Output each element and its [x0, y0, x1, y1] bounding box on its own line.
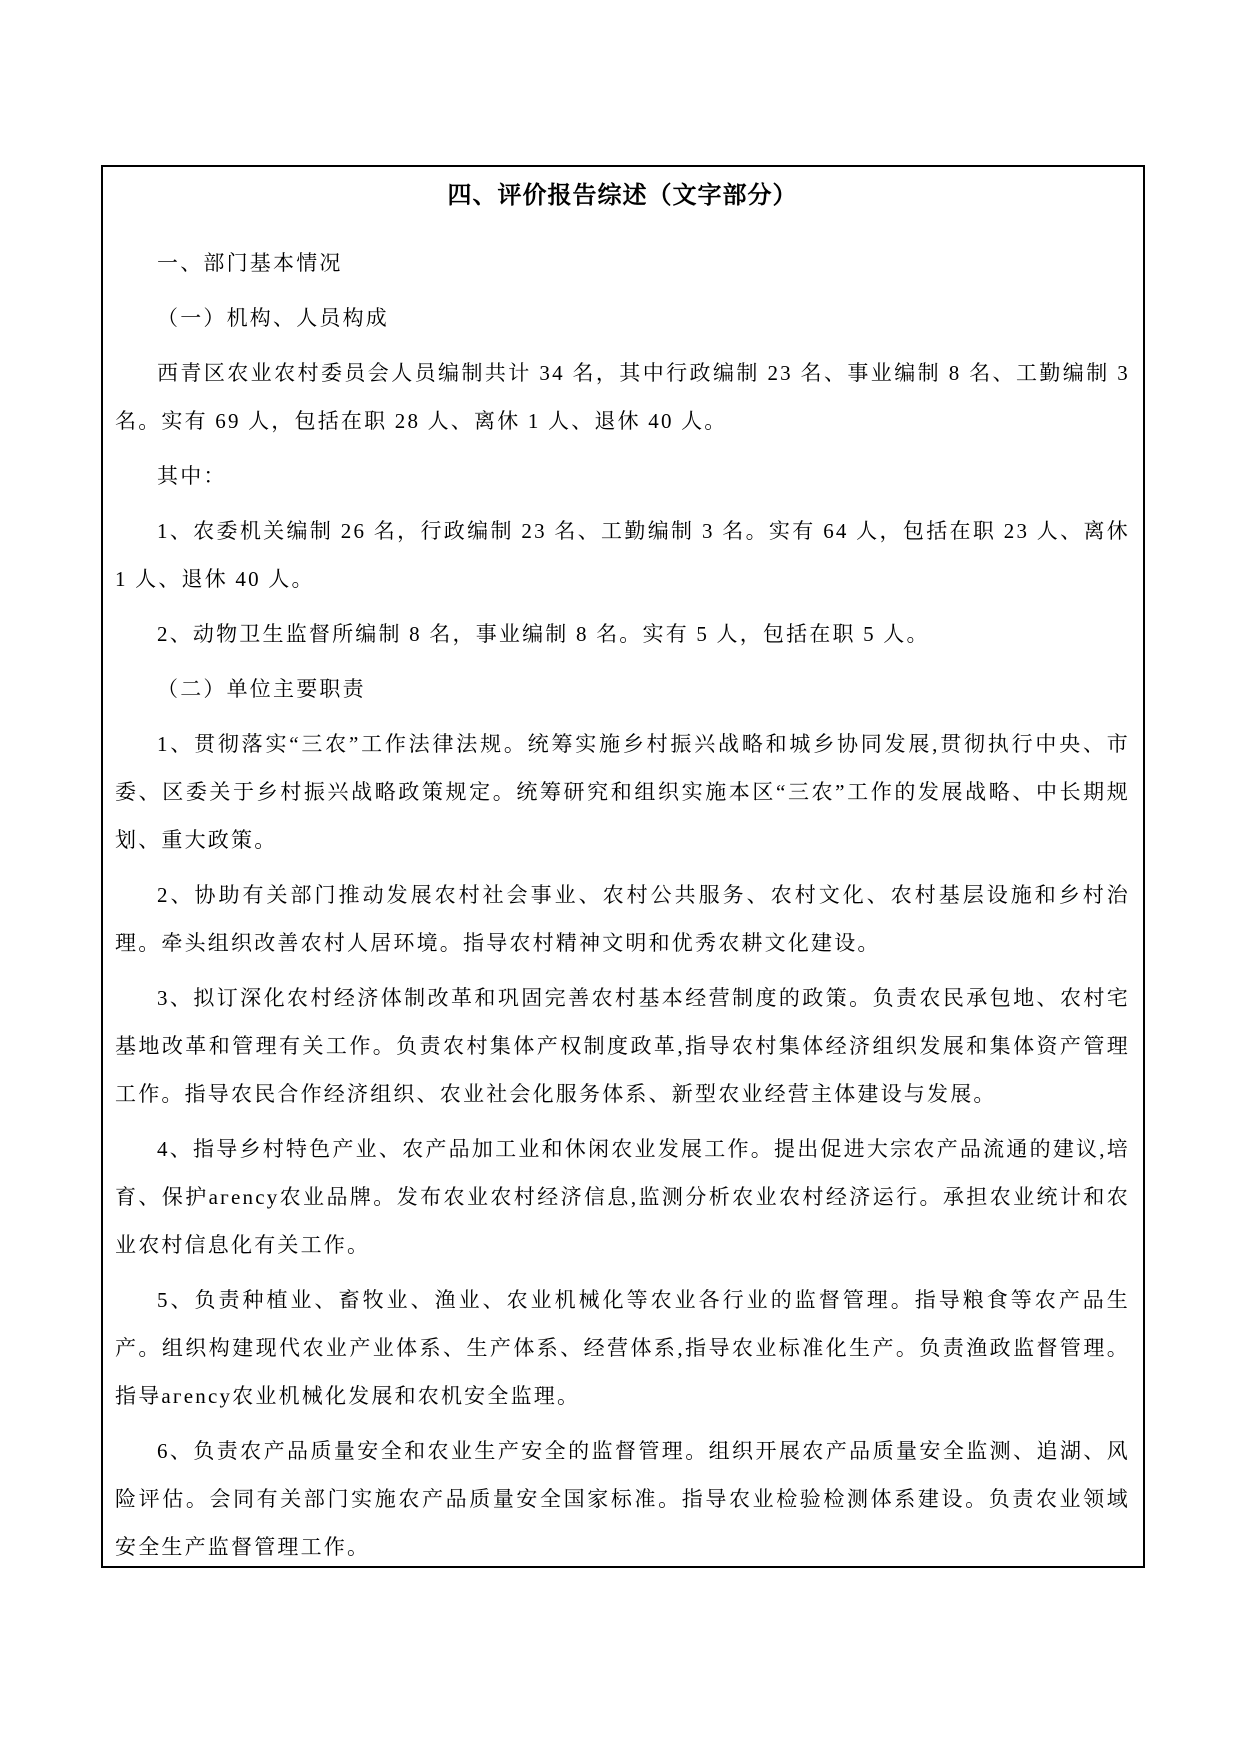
paragraph-animal-health-staffing: 2、动物卫生监督所编制 8 名，事业编制 8 名。实有 5 人，包括在职 5 人。	[157, 622, 930, 646]
paragraph-duty-3: 3、拟订深化农村经济体制改革和巩固完善农村基本经营制度的政策。负责农民承包地、农村宅基地改革和管理有关工作。负责农村集体产权制度政革,指导农村集体经济组织发展和集体资产管理工作。指导农民合作经济组织、农业社会化服务体系、新型农业经营主体建设与发展。	[115, 986, 1130, 1106]
paragraph-duty-4: 4、指导乡村特色产业、农产品加工业和休闲农业发展工作。提出促进大宗农产品流通的建议,培育、保护агency农业品牌。发布农业农村经济信息,监测分析农业农村经济运行。承担农业统计和农业农村信息化有关工作。	[115, 1137, 1130, 1257]
paragraph-duty-5: 5、负责种植业、畜牧业、渔业、农业机械化等农业各行业的监督管理。指导粮食等农产品生产。组织构建现代农业产业体系、生产体系、经营体系,指导农业标准化生产。负责渔政监督管理。指导агency农业机械化发展和农机安全监理。	[115, 1288, 1130, 1408]
report-box	[101, 165, 1145, 1568]
paragraph-committee-staffing: 1、农委机关编制 26 名，行政编制 23 名、工勤编制 3 名。实有 64 人，包括在职 23 人、离休 1 人、退休 40 人。	[115, 519, 1130, 591]
subsection-heading-org-personnel: （一）机构、人员构成	[157, 306, 389, 330]
paragraph-duty-2: 2、协助有关部门推动发展农村社会事业、农村公共服务、农村文化、农村基层设施和乡村治理。牵头组织改善农村人居环境。指导农村精神文明和优秀农耕文化建设。	[115, 883, 1130, 955]
page-title: 四、评价报告综述（文字部分）	[447, 183, 798, 209]
section-heading-department-basic-info: 一、部门基本情况	[157, 251, 343, 275]
paragraph-among-which: 其中：	[157, 464, 227, 488]
paragraph-duty-1: 1、贯彻落实“三农”工作法律法规。统筹实施乡村振兴战略和城乡协同发展,贯彻执行中央、市委、区委关于乡村振兴战略政策规定。统筹研究和组织实施本区“三农”工作的发展战略、中长期规划、重大政策。	[115, 732, 1130, 852]
paragraph-duty-6: 6、负责农产品质量安全和农业生产安全的监督管理。组织开展农产品质量安全监测、追湖、风险评估。会同有关部门实施农产品质量安全国家标准。指导农业检验检测体系建设。负责农业领域安全生产监督管理工作。	[115, 1439, 1130, 1559]
paragraph-staffing-summary: 西青区农业农村委员会人员编制共计 34 名，其中行政编制 23 名、事业编制 8 名、工勤编制 3 名。实有 69 人，包括在职 28 人、离休 1 人、退休 40 人。	[115, 361, 1130, 433]
subsection-heading-main-duties: （二）单位主要职责	[157, 677, 366, 701]
